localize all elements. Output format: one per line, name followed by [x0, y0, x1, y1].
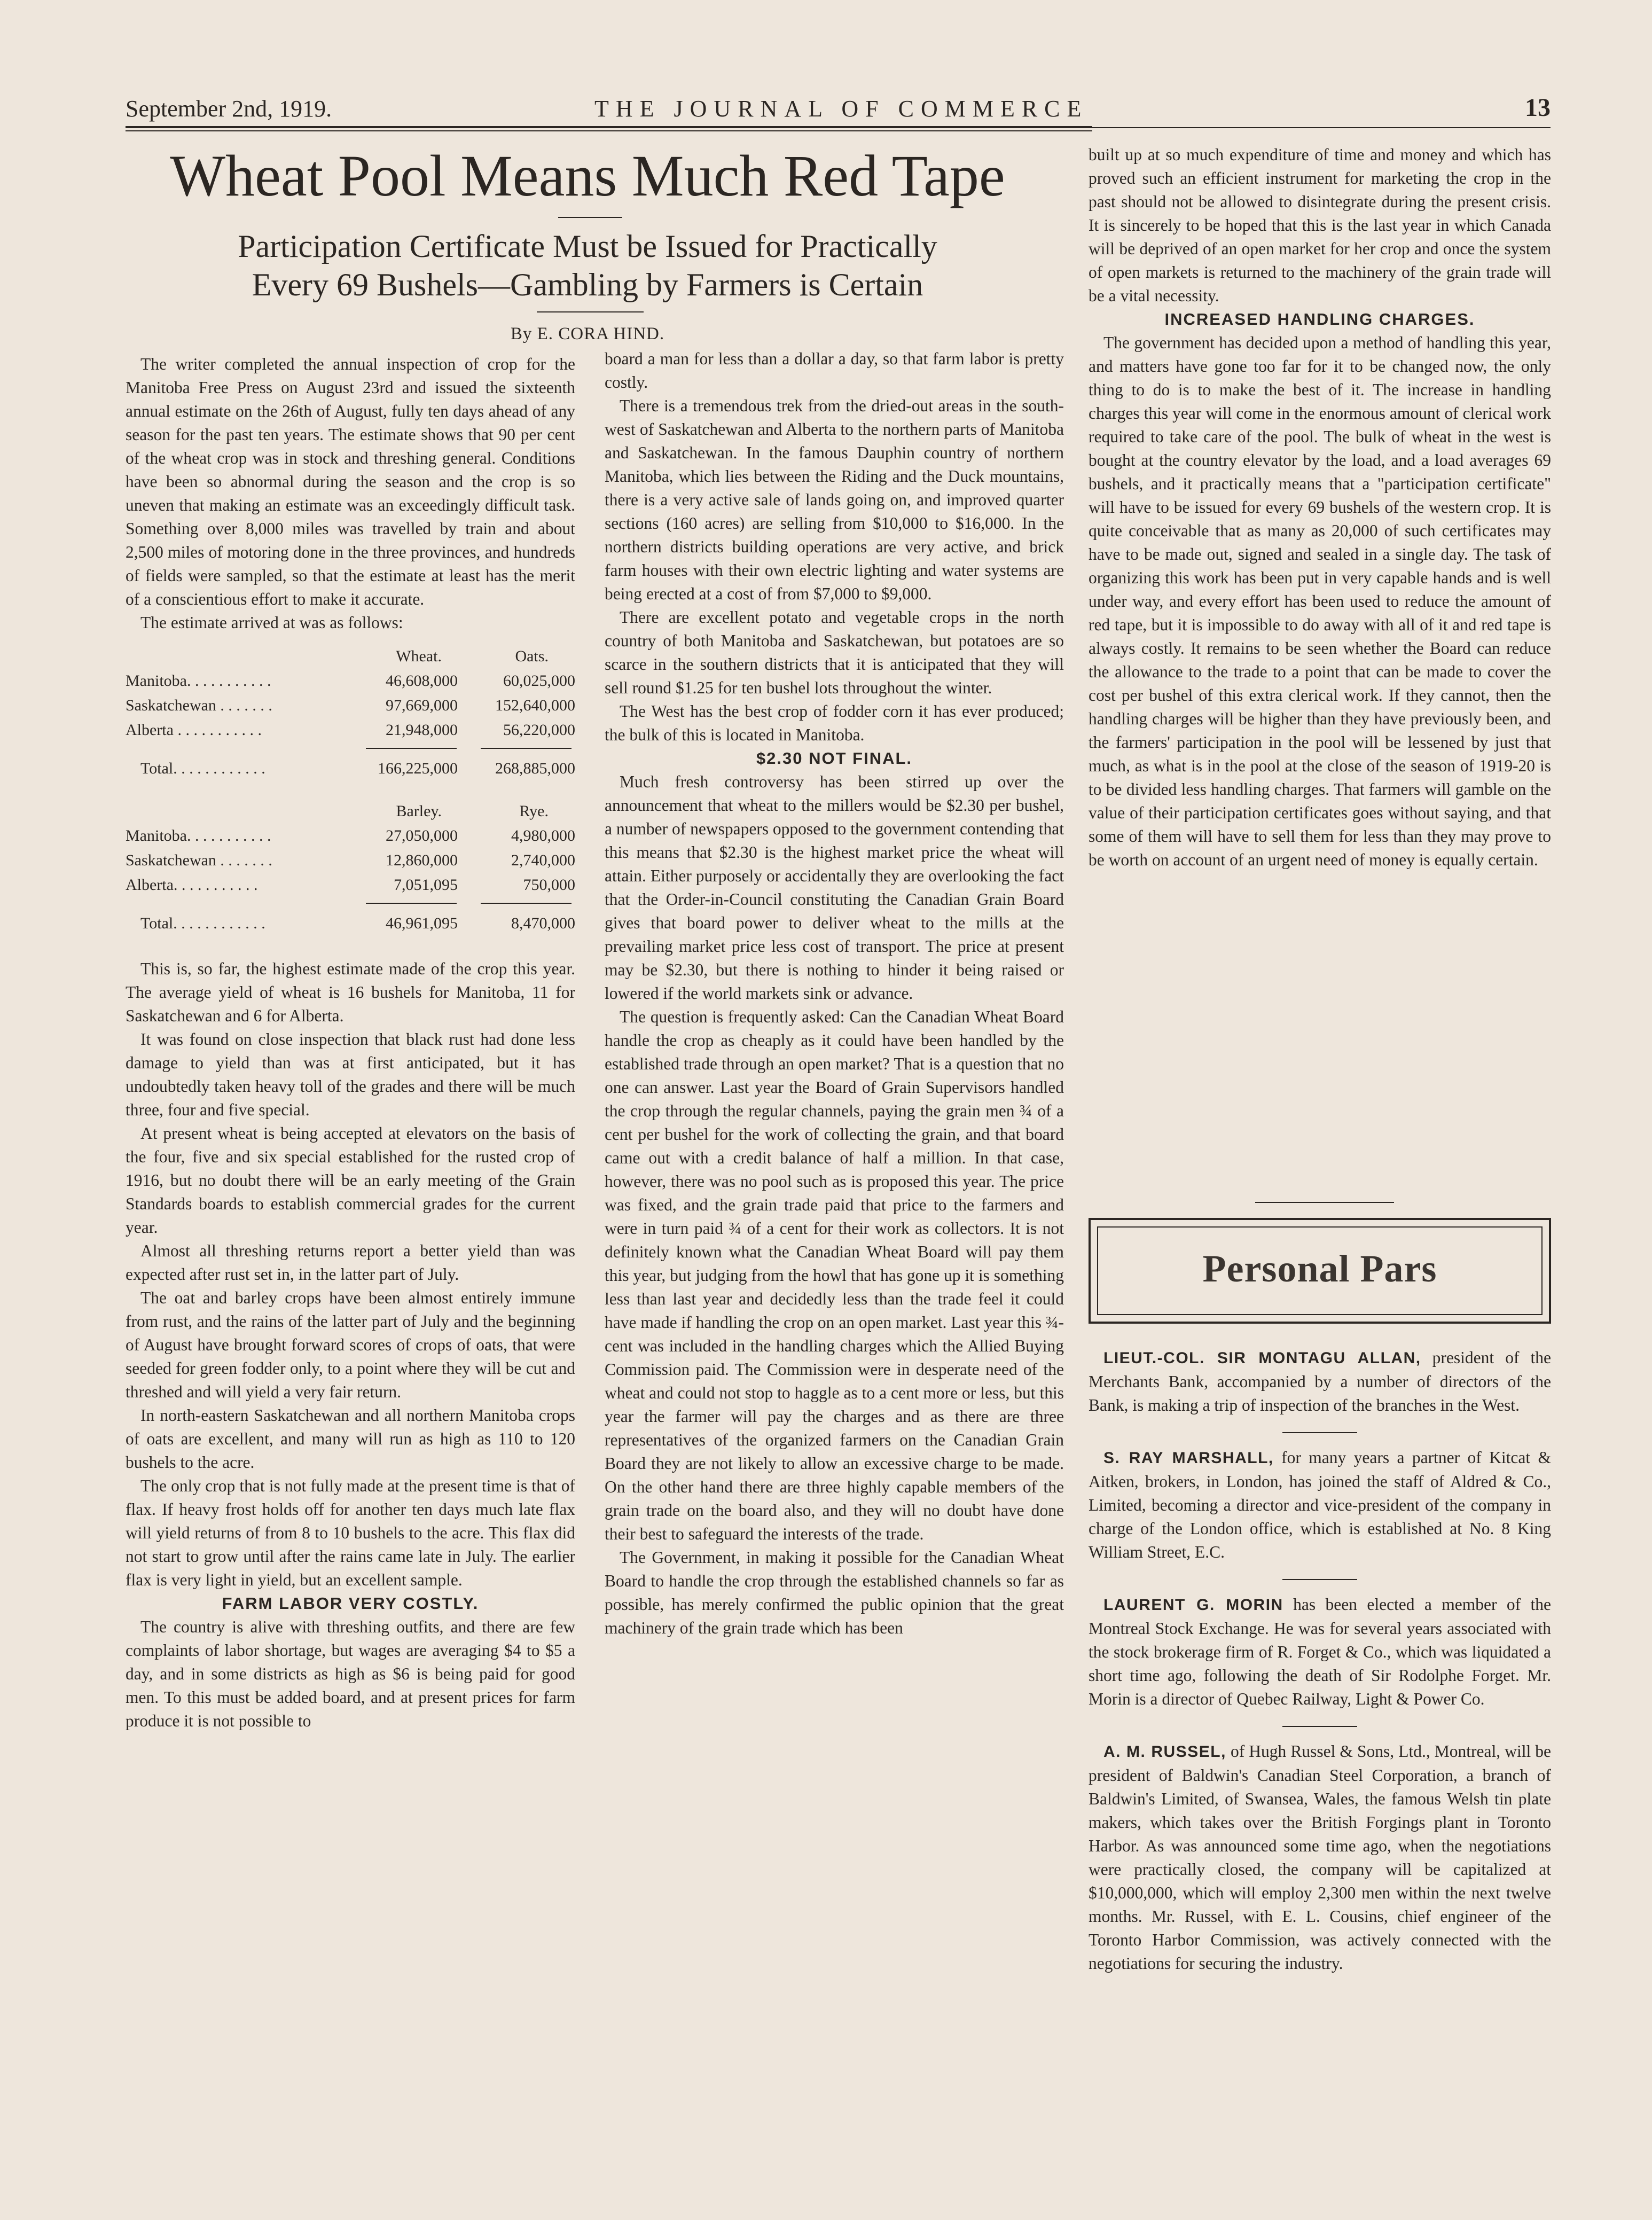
personal-pars-title: Personal Pars: [1202, 1247, 1437, 1290]
person-name: S. RAY MARSHALL,: [1103, 1449, 1274, 1467]
province-name: Saskatchewan . . . . . . .: [126, 697, 272, 714]
paragraph: board a man for less than a dollar a day, so that farm labor is pretty costly.: [605, 349, 1064, 392]
issue-date: September 2nd, 1919.: [126, 96, 332, 122]
paragraph: The West has the best crop of fodder corn it has ever produced; the bulk of this is located in Manitoba.: [605, 702, 1064, 744]
rye-value: 750,000: [523, 876, 575, 894]
total-label: Total. . . . . . . . . . . .: [140, 914, 265, 932]
table-row: [126, 824, 575, 848]
wheat-value: 46,608,000: [386, 672, 458, 690]
wheat-total: 166,225,000: [378, 760, 458, 777]
table-row: [126, 718, 575, 742]
column-2: [605, 347, 1064, 1640]
table-row: [126, 848, 575, 873]
deck-line-1: Participation Certificate Must be Issued for Practically: [238, 229, 937, 264]
section-subhead: FARM LABOR VERY COSTLY.: [222, 1594, 479, 1613]
item-divider: [1282, 1432, 1357, 1433]
paragraph: The government has decided upon a method of handling this year, and matters have gone too far for it to be changed now, the only thing to do is to make the best of it. The increase in handling charges this year will come in the enormous amount of clerical work required to take care of the pool. The bulk of wheat in the west is bought at the country elevator by the load, and a load averages 69 bushels, and it practically means that a "participation certificate" will have to be issued for every 69 bushels of the western crop. It is quite conceivable that as many as 20,000 of such certificates may have to be made out, signed and sealed in a single day. The task of organizing this work has been put in very capable hands and is well under way, and every effort has been used to reduce the amount of red tape, but it is impossible to do away with all of it and red tape is always costly. It remains to be seen whether the Board can reduce the allowance to the trade to a point that can be made to cover the cost per bushel of this extra clerical work. If they cannot, then the handling charges will be higher than they have previously been, and the farmers' participation in the pool will be lessened by just that much, as what is in the pool at the close of the season of 1919-20 is to be divided less handling charges. That farmers will gamble on the value of their participation certificates goes without saying, and that some of them will have to sell them for less than they may prove to be worth on account of an urgent need of money is equally certain.: [1089, 333, 1551, 869]
personal-pars-box: [1089, 1218, 1551, 1324]
byline: By E. CORA HIND.: [510, 324, 665, 343]
person-name: A. M. RUSSEL,: [1103, 1743, 1226, 1761]
table-header-row: [126, 799, 575, 824]
rye-total: 8,470,000: [511, 914, 575, 932]
person-note: for many years a partner of Kitcat & Aitken, brokers, in London, has joined the staff of Aldred & Co., Limited, becoming a director and vice-president of the company in charge of the London office, which is established at No. 8 King William Street, E.C.: [1089, 1448, 1551, 1561]
column-1: [126, 353, 575, 1733]
barley-value: 7,051,095: [394, 876, 458, 894]
table-total-row: [126, 911, 575, 936]
paragraph: It was found on close inspection that black rust had done less damage to yield than was at first anticipated, but it has undoubtedly taken heavy toll of the grades and there will be much three, four and five special.: [126, 1030, 575, 1119]
province-name: Manitoba. . . . . . . . . . .: [126, 672, 271, 690]
deck-line-2: Every 69 Bushels—Gambling by Farmers is Certain: [252, 267, 923, 302]
paragraph: Much fresh controversy has been stirred up over the announcement that wheat to the millers would be $2.30 per bushel, a number of newspapers opposed to the government contending that this means that $2.30 is the highest market price the wheat will attain. Either purposely or accidentally they are overlooking the fact that the Order-in-Council constituting the Canadian Grain Board gives that board power to deliver wheat to the mills at the prevailing market price less cost of transport. The price at present may be $2.30, but there is nothing to hinder it being raised or lowered if the world markets sink or advance.: [605, 772, 1064, 1003]
estimate-table-wheat-oats: [126, 644, 575, 781]
deck-divider: [537, 311, 644, 312]
rye-value: 2,740,000: [511, 851, 575, 869]
barley-value: 12,860,000: [386, 851, 458, 869]
paragraph: This is, so far, the highest estimate made of the crop this year. The average yield of wheat is 16 bushels for Manitoba, 11 for Saskatchewan and 6 for Alberta.: [126, 959, 575, 1025]
header-rule-right: [1092, 127, 1551, 128]
province-name: Alberta . . . . . . . . . . .: [126, 721, 262, 739]
article-deck: [126, 227, 1050, 304]
paragraph: There are excellent potato and vegetable crops in the north country of both Manitoba and Saskatchewan, but potatoes are so scarce in the southern districts that it is anticipated that they will sell round $1.25 for ten bushel lots throughout the winter.: [605, 608, 1064, 697]
list-item: [1089, 1446, 1551, 1564]
province-name: Manitoba. . . . . . . . . . .: [126, 827, 271, 845]
person-note: has been elected a member of the Montreal Stock Exchange. He was for several years associated with the stock brokerage firm of R. Forget & Co., which was liquidated a short time ago, following the death of Sir Rodolphe Forget. Mr. Morin is a director of Quebec Railway, Light & Power Co.: [1089, 1595, 1552, 1708]
paragraph: The estimate arrived at was as follows:: [140, 613, 403, 632]
oats-value: 152,640,000: [495, 697, 575, 714]
paragraph: The Government, in making it possible for the Canadian Wheat Board to handle the crop through the established channels so far as possible, has merely confirmed the public opinion that the great machinery of the grain trade which has been: [605, 1548, 1064, 1637]
person-name: LIEUT.-COL. SIR MONTAGU ALLAN,: [1103, 1349, 1421, 1367]
column-3-divider: [1255, 1202, 1394, 1203]
province-name: Alberta. . . . . . . . . . .: [126, 876, 258, 894]
list-item: [1089, 1346, 1551, 1417]
column-header: Rye.: [519, 802, 549, 820]
paragraph: The country is alive with threshing outfits, and there are few complaints of labor shortage, but wages are averaging $4 to $5 a day, and in some districts as high as $6 is being paid for good men. To this must be added board, and at present prices for farm produce it is not possible to: [126, 1617, 575, 1730]
table-row: [126, 693, 575, 718]
table-row: [126, 873, 575, 897]
column-header: Barley.: [396, 802, 442, 820]
headline-divider: [558, 217, 622, 218]
oats-total: 268,885,000: [495, 760, 575, 777]
oats-value: 56,220,000: [503, 721, 575, 739]
rye-value: 4,980,000: [511, 827, 575, 845]
person-name: LAURENT G. MORIN: [1103, 1596, 1283, 1614]
estimate-table-barley-rye: [126, 799, 575, 936]
journal-title: THE JOURNAL OF COMMERCE: [594, 96, 1089, 122]
person-note: of Hugh Russel & Sons, Ltd., Montreal, will be president of Baldwin's Canadian Steel Corporation, a branch of Baldwin's Limited, of Swansea, Wales, the famous Welsh tin plate makers, which takes over the British Forgings plant in Toronto Harbor. As was announced some time ago, when the negotiations were practically closed, the company will be capitalized at $10,000,000, which will employ 2,300 men within the next twelve months. Mr. Russel, with E. L. Cousins, chief engineer of the Toronto Harbor Commission, was actively connected with the negotiations for securing the industry.: [1089, 1742, 1551, 1973]
table-total-row: [126, 756, 575, 781]
wheat-value: 97,669,000: [386, 697, 458, 714]
personal-pars-list: [1089, 1346, 1551, 1975]
article-headline: Wheat Pool Means Much Red Tape: [170, 143, 1005, 208]
total-label: Total. . . . . . . . . . . .: [140, 760, 265, 777]
paragraph: The oat and barley crops have been almost entirely immune from rust, and the rains of the latter part of July and the beginning of August have brought forward scores of crops of oats, that were seeded for green fodder only, to a point where they will be cut and threshed and will yield a very fair return.: [126, 1288, 575, 1401]
column-3: [1089, 143, 1551, 872]
wheat-value: 21,948,000: [386, 721, 458, 739]
person-note: president of the Merchants Bank, accompanied by a number of directors of the Bank, is making a trip of inspection of the branches in the West.: [1089, 1348, 1551, 1414]
paragraph: The question is frequently asked: Can the Canadian Wheat Board handle the crop as cheaply as it could have been handled by the established trade through an open market? That is a question that no one can answer. Last year the Board of Grain Supervisors handled the crop through the regular channels, paying the grain men ¾ of a cent per bushel for the work of collecting the grain, and that board came out with a credit balance of half a million. In that case, however, there was no pool such as is proposed this year. The price was fixed, and the grain trade paid that price to the farmers and were in turn paid ¾ of a cent for their work as collectors. It is not definitely known what the Canadian Wheat Board will pay them this year, but judging from the howl that has gone up it is something less than last year and decidedly less than the trade feel it could have made if handling the crop on an open market. Last year this ¾-cent was included in the handling charges which the Allied Buying Commission paid. The Commission were in desperate need of the wheat and could not stop to haggle as to a cent more or less, but this year the farmer will pay the charges and as there are three representatives of the organized farmers on the Canadian Grain Board they are not likely to allow an excessive charge to be made. On the other hand there are three highly capable members of the grain trade on the board also, and they will no doubt have done their best to safeguard the interests of the trade.: [605, 1007, 1064, 1543]
column-header: Wheat.: [396, 647, 442, 665]
table-row: [126, 669, 575, 693]
header-rule: [126, 126, 1092, 128]
barley-total: 46,961,095: [386, 914, 458, 932]
section-subhead: $2.30 NOT FINAL.: [756, 749, 913, 768]
paragraph: There is a tremendous trek from the dried-out areas in the south-west of Saskatchewan and Alberta to the northern parts of Manitoba and Saskatchewan. In the famous Dauphin country of northern Manitoba, which lies between the Riding and the Duck mountains, there is a very active sale of lands going on, and improved quarter sections (160 acres) are selling from $10,000 to $16,000. In the northern districts building operations are very active, and brick farm houses with their own electric lighting and water systems are being erected at a cost of from $7,000 to $9,000.: [605, 396, 1064, 603]
header-rule-thin: [126, 130, 1092, 131]
list-item: [1089, 1593, 1551, 1711]
page-header: [126, 95, 1551, 127]
section-subhead: INCREASED HANDLING CHARGES.: [1164, 310, 1475, 329]
list-item: [1089, 1740, 1551, 1975]
paragraph: built up at so much expenditure of time and money and which has proved such an efficient instrument for marketing the crop in the past should not be allowed to disintegrate during the present crisis. It is sincerely to be hoped that this is the last year in which Canada will be deprived of an open market for her crop and once the system of open markets is returned to the machinery of the grain trade will be a vital necessity.: [1089, 145, 1551, 305]
table-total-rules: [126, 897, 575, 911]
paragraph: The writer completed the annual inspection of crop for the Manitoba Free Press on August 23rd and issued the sixteenth annual estimate on the 26th of August, fully ten days ahead of any season for the past ten years. The estimate shows that 90 per cent of the wheat crop was in stock and threshing general. Conditions have been so abnormal during the season and the crop is so uneven that making an estimate was an exceedingly difficult task. Something over 8,000 miles was travelled by train and about 2,500 miles of motoring done in the three provinces, and hundreds of fields were sampled, so that the estimate at least has the merit of a conscientious effort to make it accurate.: [126, 355, 575, 608]
column-header: Oats.: [515, 647, 549, 665]
paragraph: In north-eastern Saskatchewan and all northern Manitoba crops of oats are excellent, and many will run as high as 110 to 120 bushels to the acre.: [126, 1406, 575, 1472]
province-name: Saskatchewan . . . . . . .: [126, 851, 272, 869]
paragraph: The only crop that is not fully made at the present time is that of flax. If heavy frost holds off for another ten days much late flax will yield returns of from 8 to 10 bushels to the acre. This flax did not start to grow until after the rains came late in July. The earlier flax is very light in yield, but an excellent sample.: [126, 1476, 575, 1589]
oats-value: 60,025,000: [503, 672, 575, 690]
table-header-row: [126, 644, 575, 669]
paragraph: At present wheat is being accepted at elevators on the basis of the four, five and six special established for the rusted crop of 1916, but no doubt there will be an early meeting of the Grain Standards boards to establish commercial grades for the current year.: [126, 1124, 575, 1237]
item-divider: [1282, 1579, 1357, 1580]
table-total-rules: [126, 742, 575, 756]
page-number: 13: [1525, 93, 1551, 122]
paragraph: Almost all threshing returns report a better yield than was expected after rust set in, in the latter part of July.: [126, 1241, 575, 1284]
barley-value: 27,050,000: [386, 827, 458, 845]
item-divider: [1282, 1726, 1357, 1727]
